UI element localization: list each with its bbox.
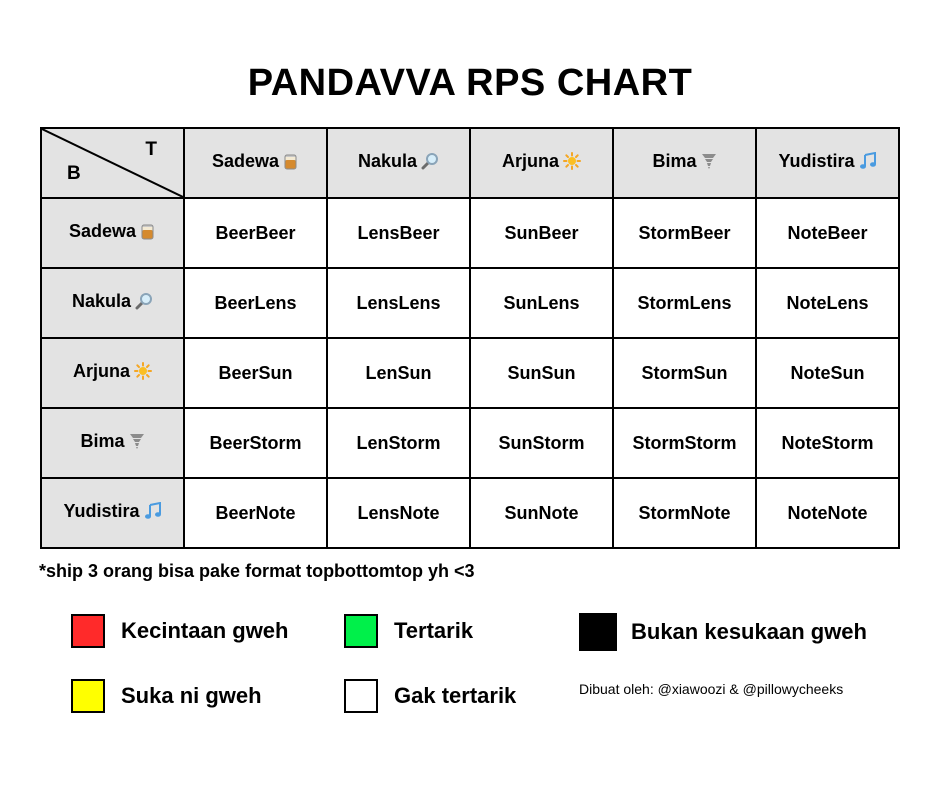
table-cell: LenStorm bbox=[327, 408, 470, 478]
table-cell: StormNote bbox=[613, 478, 756, 548]
table-row bbox=[41, 478, 899, 548]
row-header-label: Sadewa bbox=[68, 221, 137, 241]
table-row bbox=[41, 198, 899, 268]
chart-title: PANDAVVA RPS CHART bbox=[247, 62, 693, 104]
legend-item-gak-tertarik bbox=[344, 679, 516, 713]
row-header-sadewa bbox=[41, 198, 184, 268]
table-row bbox=[41, 408, 899, 478]
table-cell: NoteBeer bbox=[756, 198, 899, 268]
sun-icon bbox=[563, 152, 581, 175]
row-header-label: Nakula bbox=[71, 291, 132, 311]
column-header-bima bbox=[613, 128, 756, 198]
table-cell: NoteStorm bbox=[756, 408, 899, 478]
legend-swatch-yellow bbox=[71, 679, 105, 713]
table-cell: StormBeer bbox=[613, 198, 756, 268]
table-cell: BeerSun bbox=[184, 338, 327, 408]
corner-bottom-label: B bbox=[67, 163, 81, 184]
table-cell: StormSun bbox=[613, 338, 756, 408]
row-header-bima bbox=[41, 408, 184, 478]
table-cell: StormStorm bbox=[613, 408, 756, 478]
row-header-label: Arjuna bbox=[72, 361, 130, 381]
table-cell: NoteNote bbox=[756, 478, 899, 548]
table-cell: NoteLens bbox=[756, 268, 899, 338]
column-header-label: Sadewa bbox=[211, 151, 280, 171]
legend-swatch-green bbox=[344, 614, 378, 648]
legend-swatch-white bbox=[344, 679, 378, 713]
table-cell: SunStorm bbox=[470, 408, 613, 478]
table-cell: LensNote bbox=[327, 478, 470, 548]
table-cell: LensLens bbox=[327, 268, 470, 338]
legend-label: Tertarik bbox=[394, 618, 474, 643]
footnote: *ship 3 orang bisa pake format topbottomtop yh <3 bbox=[39, 561, 475, 581]
header-row bbox=[41, 128, 899, 198]
table-cell: BeerNote bbox=[184, 478, 327, 548]
column-header-nakula bbox=[327, 128, 470, 198]
column-header-yudistira bbox=[756, 128, 899, 198]
column-header-label: Yudistira bbox=[778, 151, 855, 171]
column-header-label: Bima bbox=[652, 151, 697, 171]
table-cell: SunSun bbox=[470, 338, 613, 408]
table-cell: StormLens bbox=[613, 268, 756, 338]
table-row bbox=[41, 268, 899, 338]
beer-mug-icon bbox=[140, 223, 156, 245]
corner-cell bbox=[41, 128, 184, 198]
legend-label: Suka ni gweh bbox=[121, 683, 262, 708]
legend-item-tertarik bbox=[344, 614, 473, 648]
table-cell: NoteSun bbox=[756, 338, 899, 408]
table-row bbox=[41, 338, 899, 408]
column-header-label: Arjuna bbox=[501, 151, 559, 171]
column-header-arjuna bbox=[470, 128, 613, 198]
row-header-arjuna bbox=[41, 338, 184, 408]
table-cell: LenSun bbox=[327, 338, 470, 408]
beer-mug-icon bbox=[283, 153, 299, 175]
legend-label: Gak tertarik bbox=[394, 683, 517, 708]
tornado-icon bbox=[129, 432, 145, 455]
row-header-label: Bima bbox=[80, 431, 125, 451]
table-cell: SunLens bbox=[470, 268, 613, 338]
legend-swatch-red bbox=[71, 614, 105, 648]
legend-item-kecintaan bbox=[71, 614, 288, 648]
legend-item-bukan-kesukaan bbox=[579, 613, 867, 651]
legend-swatch-black bbox=[579, 613, 617, 651]
row-header-label: Yudistira bbox=[63, 501, 140, 521]
table-cell: SunNote bbox=[470, 478, 613, 548]
corner-diagonal bbox=[42, 129, 183, 197]
magnifying-glass-icon bbox=[135, 292, 153, 315]
corner-top-label: T bbox=[145, 139, 157, 160]
magnifying-glass-icon bbox=[421, 152, 439, 175]
table-cell: BeerBeer bbox=[184, 198, 327, 268]
tornado-icon bbox=[701, 152, 717, 175]
music-note-icon bbox=[859, 152, 877, 175]
rps-table bbox=[40, 127, 900, 549]
table-cell: LensBeer bbox=[327, 198, 470, 268]
music-note-icon bbox=[144, 502, 162, 525]
sun-icon bbox=[134, 362, 152, 385]
credit-text: Dibuat oleh: @xiawoozi & @pillowycheeks bbox=[579, 681, 844, 697]
table-cell: BeerStorm bbox=[184, 408, 327, 478]
column-header-label: Nakula bbox=[357, 151, 418, 171]
row-header-yudistira bbox=[41, 478, 184, 548]
legend-item-suka bbox=[71, 679, 262, 713]
table-cell: BeerLens bbox=[184, 268, 327, 338]
legend-label: Kecintaan gweh bbox=[121, 618, 289, 643]
column-header-sadewa bbox=[184, 128, 327, 198]
legend-label: Bukan kesukaan gweh bbox=[631, 619, 867, 644]
table-cell: SunBeer bbox=[470, 198, 613, 268]
row-header-nakula bbox=[41, 268, 184, 338]
